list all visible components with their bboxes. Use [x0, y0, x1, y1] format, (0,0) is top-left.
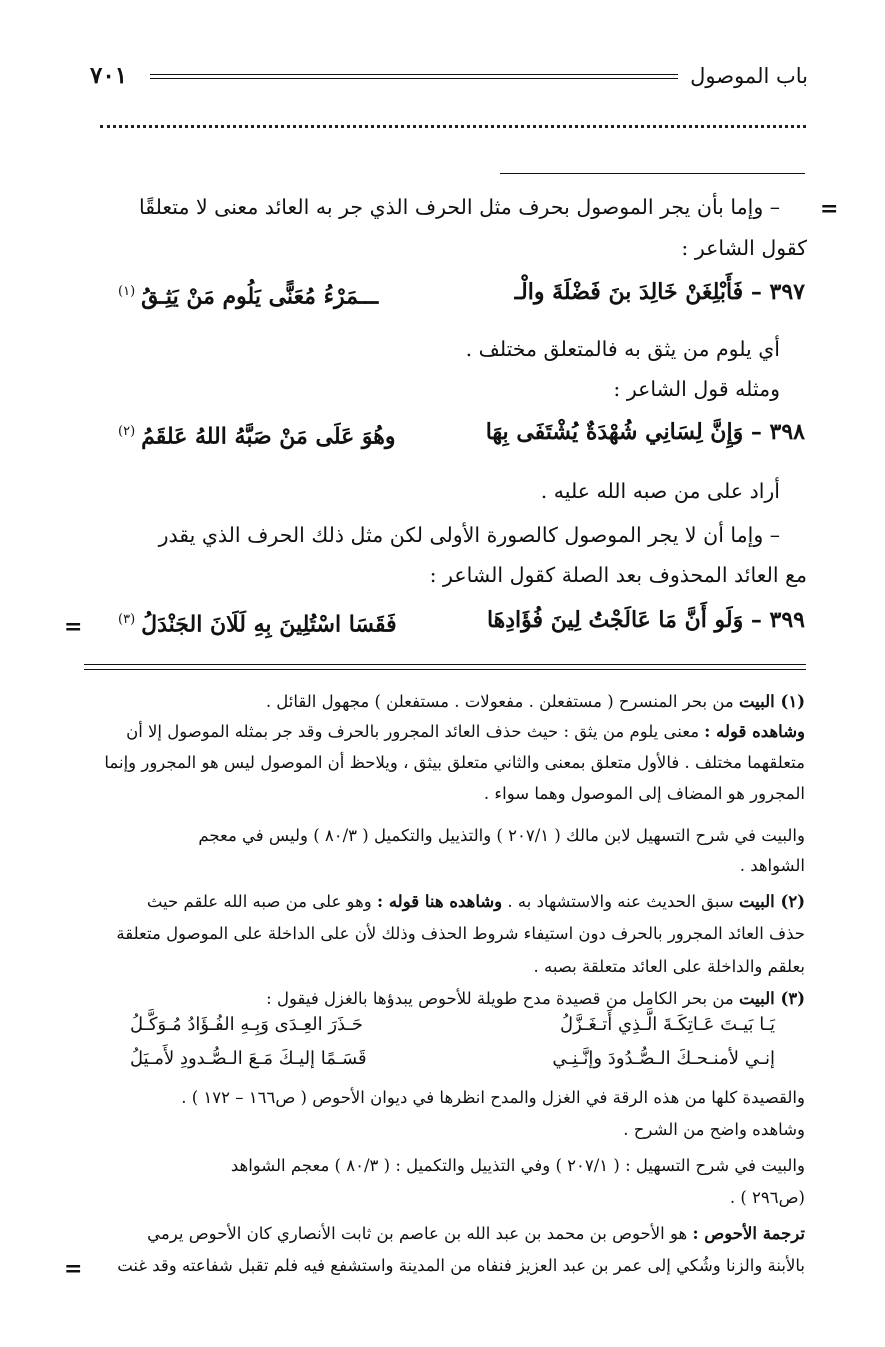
footnote-label: (١) البيت: [738, 692, 805, 711]
footnote-3-line: وشاهده واضح من الشرح .: [623, 1120, 805, 1139]
footnote-1-line: متعلقهما مختلف . فالأول متعلق بمعنى والثاني متعلق بيثق ، ويلاحظ أن الموصول ليس هو المجرور وإنما: [104, 753, 805, 772]
footnote-text: معنى يلوم من يثق : حيث حذف العائد المجرور بالحرف وقد جر بمثله الموصول إلا أن: [126, 722, 705, 741]
biography-text: هو الأحوص بن محمد بن عبد الله بن عاصم بن ثابت الأنصاري كان الأحوص يرمي: [147, 1224, 693, 1243]
footnote-3-line: والقصيدة كلها من هذه الرقة في الغزل والمدح انظرها في ديوان الأحوص ( ص١٦٦ – ١٧٢ ) .: [181, 1088, 805, 1107]
verse-hemistich-2: ـــمَرْءُ مُعَنًّى يَلُوم مَنْ يَثِـقُ: [141, 283, 379, 310]
poem-hemistich: يَـا بَيـتَ عَـاتِكَـةَ الَّـذِي أَتـغَـزَّلُ: [560, 1014, 775, 1035]
footnote-1-line: [84, 718, 805, 745]
footnote-text: من بحر الكامل من قصيدة مدح طويلة للأحوص يبدؤها بالغزل فيقول :: [266, 989, 739, 1008]
dotted-separator: [100, 125, 806, 148]
verse-397: [118, 272, 805, 312]
poem-hemistich: إنـي لأمنـحـكَ الـصُّـدُودَ وإنَّـنِـي: [552, 1048, 775, 1069]
body-line: كقول الشاعر :: [681, 236, 807, 260]
verse-number: ٣٩٨ –: [750, 419, 805, 445]
footnote-separator: [84, 664, 806, 670]
margin-continuation-mark: =: [820, 196, 839, 222]
footnote-3: [84, 985, 805, 1012]
footnote-label: (٢) البيت: [738, 892, 805, 911]
verse-hemistich-1: وَإِنَّ لِسَانِي شُهْدَةٌ يُشْتَفَى بِهَا: [485, 419, 744, 445]
poem-hemistich: قَسَـمًا إليـكَ مَـعَ الـصُّـدودِ لأَمـيَلُ: [130, 1048, 367, 1069]
footnote-label: وشاهده قوله :: [704, 722, 805, 741]
page-number: ٧٠١: [90, 62, 128, 89]
margin-continuation-mark: =: [64, 1256, 83, 1282]
footnote-1-line: المجرور هو المضاف إلى الموصول وهما سواء .: [483, 784, 805, 803]
footnote-label: (٣) البيت: [738, 989, 805, 1008]
footnote-2-line: بعلقم والداخلة على العائد متعلقة بصبه .: [533, 957, 805, 976]
footnote-ref: (٢): [118, 424, 136, 439]
verse-number: ٣٩٩ –: [750, 607, 805, 633]
footnote-text: وهو على من صبه الله علقم حيث: [146, 892, 377, 911]
verse-hemistich-2: فَقَسَا اسْتُلِينَ بِهِ لَلَانَ الجَنْدَلُ: [141, 611, 397, 638]
footnote-3-line: (ص٢٩٦ ) .: [729, 1188, 805, 1207]
page-header: [90, 60, 808, 100]
verse-number: ٣٩٧ –: [750, 279, 805, 305]
biography-line: بالأبنة والزنا وشُكي إلى عمر بن عبد العزيز فنفاه من المدينة واستشفع فيه فلم تقبل شفاعته وقد غنت: [117, 1256, 805, 1275]
header-rule: [150, 74, 678, 79]
verse-hemistich-2: وهُوَ عَلَى مَنْ صَبَّهُ اللهُ عَلقَمُ: [141, 423, 396, 450]
body-line: أراد على من صبه الله عليه .: [540, 479, 780, 503]
verse-hemistich-1: فَأَبْلِغَنْ خَالِدَ بنَ فَضْلَةَ والْـ: [514, 279, 744, 305]
verse-398: [118, 412, 805, 452]
footnote-1-line: الشواهد .: [739, 856, 805, 875]
short-rule: [500, 173, 805, 174]
biography: [84, 1220, 805, 1247]
verse-hemistich-1: وَلَو أَنَّ مَا عَالَجْتُ لِينَ فُؤَادِهَا: [486, 607, 744, 633]
footnote-2-line: حذف العائد المجرور بالحرف دون استيفاء شروط الحذف وذلك لأن على الداخلة على الموصول متعلقة: [116, 924, 805, 943]
footnote-1-line: والبيت في شرح التسهيل لابن مالك ( ٢٠٧/١ ) والتذييل والتكميل ( ٨٠/٣ ) وليس في معجم: [198, 826, 805, 845]
footnote-text: سبق الحديث عنه والاستشهاد به .: [502, 892, 739, 911]
body-line: أي يلوم من يثق به فالمتعلق مختلف .: [465, 337, 780, 361]
footnote-ref: (١): [118, 284, 136, 299]
footnote-label: وشاهده هنا قوله :: [377, 892, 503, 911]
footnote-3-line: والبيت في شرح التسهيل : ( ٢٠٧/١ ) وفي التذييل والتكميل : ( ٨٠/٣ ) معجم الشواهد: [230, 1156, 805, 1175]
footnote-2: [84, 888, 805, 915]
body-line: – وإما أن لا يجر الموصول كالصورة الأولى لكن مثل ذلك الحرف الذي يقدر: [158, 523, 780, 547]
poem-hemistich: حَـذَرَ العِـدَى وَبِـهِ الفُـؤَادُ مُـوَكَّـلُ: [130, 1014, 363, 1035]
body-line: مع العائد المحذوف بعد الصلة كقول الشاعر :: [429, 563, 807, 587]
footnote-ref: (٣): [118, 612, 136, 627]
body-line: – وإما بأن يجر الموصول بحرف مثل الحرف الذي جر به العائد معنى لا متعلقًا: [138, 195, 780, 219]
verse-399: [118, 600, 805, 640]
margin-continuation-mark: =: [64, 614, 83, 640]
footnote-1: [84, 688, 805, 715]
chapter-title: باب الموصول: [690, 64, 808, 88]
footnote-text: من بحر المنسرح ( مستفعلن . مفعولات . مستفعلن ) مجهول القائل .: [265, 692, 739, 711]
biography-label: ترجمة الأحوص :: [692, 1224, 805, 1243]
body-line: ومثله قول الشاعر :: [613, 377, 780, 401]
